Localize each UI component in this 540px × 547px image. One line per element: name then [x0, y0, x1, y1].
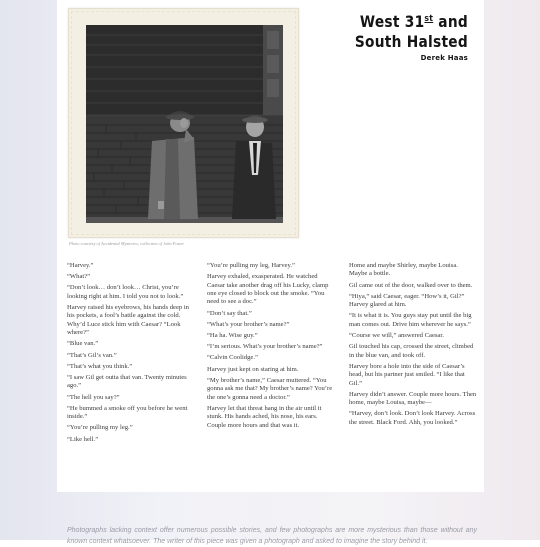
story-column-2 — [207, 262, 335, 433]
paragraph: “You’re pulling my leg.” — [67, 424, 133, 432]
paragraph: “It is what it is. You guys stay put until the big man comes out. Drive him wherever he says.” — [349, 312, 472, 328]
paragraph: “I saw Gil get outta that van. Twenty minutes ago.” — [67, 374, 187, 390]
paragraph: Harvey exhaled, exasperated. He watched Caesar take another drag off his Lucky, clamp one eye closed to block out the smoke. “You need to see a doc.” — [207, 273, 329, 306]
paragraph: Home and maybe Shirley, maybe Louisa. Maybe a bottle. — [349, 262, 458, 278]
title-line1-suffix: st — [424, 14, 434, 24]
paragraph: “Course we will,” answered Caesar. — [349, 332, 444, 340]
paragraph: “I’m serious. What’s your brother’s name?” — [207, 343, 323, 351]
paragraph: “My brother’s name,” Caesar muttered. “You gonna ask me that? My brother’s name? You’re the one’s gonna need a doctor.” — [207, 376, 333, 401]
paragraph: “That’s what you think.” — [67, 362, 133, 370]
paragraph: “Don’t look… don’t look… Christ, you’re looking right at him. I told you not to look.” — [67, 284, 184, 300]
paragraph: Harvey let that threat hang in the air until it stunk. His hands ached, his nose, his ears. Couple more hours and that was it. — [207, 404, 322, 429]
vintage-photo-frame — [68, 8, 299, 238]
paragraph: Harvey bore a hole into the side of Caesar’s head, but his partner just smiled. “I like that Gil.” — [349, 362, 465, 387]
paragraph: Harvey raised his eyebrows, his hands deep in his pockets, a fool’s battle against the cold. Why’d Luce stick him with Caesar? “Look where?” — [67, 304, 189, 337]
story-title — [322, 9, 468, 52]
paragraph: “He bummed a smoke off you before he went inside.” — [67, 404, 188, 421]
photo-credit: Photo courtesy of Accidental Mysteries, collection of John Foster — [69, 241, 185, 246]
paragraph: “Blue van.” — [67, 340, 99, 348]
paragraph: “Ha ha. Wise guy.” — [207, 332, 258, 340]
paragraph: “Harvey.” — [67, 262, 94, 269]
vintage-photo-two-men — [86, 25, 283, 223]
story-author: Derek Haas — [420, 54, 468, 62]
paragraph: “What’s your brother’s name?” — [207, 320, 290, 328]
paragraph: “You’re pulling my leg, Harvey.” — [207, 262, 295, 269]
paragraph: “Hiya,” said Caesar, eager. “How’s it, Gil?” Harvey glared at him. — [349, 292, 465, 309]
story-column-3 — [349, 262, 477, 430]
paragraph: “What?” — [67, 273, 91, 281]
paragraph: Gil touched his cap, crossed the street, climbed in the blue van, and took off. — [349, 343, 474, 359]
paragraph: Harvey just kept on staring at him. — [207, 365, 299, 373]
paragraph: Gil came out of the door, walked over to them. — [349, 281, 473, 289]
paragraph: “The hell you say?” — [67, 393, 120, 401]
paragraph: “Calvin Coolidge.” — [207, 354, 258, 362]
paragraph: “That’s Gil’s van.” — [67, 351, 117, 359]
story-title-line-2: South Halsted — [354, 32, 468, 51]
title-line1-tail: and — [433, 12, 468, 31]
title-line1-prefix: West 31 — [359, 12, 425, 31]
paragraph: “Don’t say that.” — [207, 309, 252, 317]
story-column-1 — [67, 262, 189, 447]
paragraph: Harvey didn’t answer. Couple more hours. Then home, maybe Louisa, maybe— — [349, 390, 477, 407]
paragraph: “Like hell.” — [67, 435, 99, 443]
paragraph: “Harvey, don’t look. Don’t look Harvey. Across the street. Black Ford. Ahh, you looked.” — [349, 410, 476, 426]
footer-blurb: Photographs lacking context offer numerous possible stories, and few photographs are more mysterious than those without any known context whatsoever. The writer of this piece was given a photograph and asked to imagine the story behind it. — [67, 527, 477, 545]
magazine-page — [57, 0, 484, 492]
story-title-line-1 — [322, 9, 468, 32]
